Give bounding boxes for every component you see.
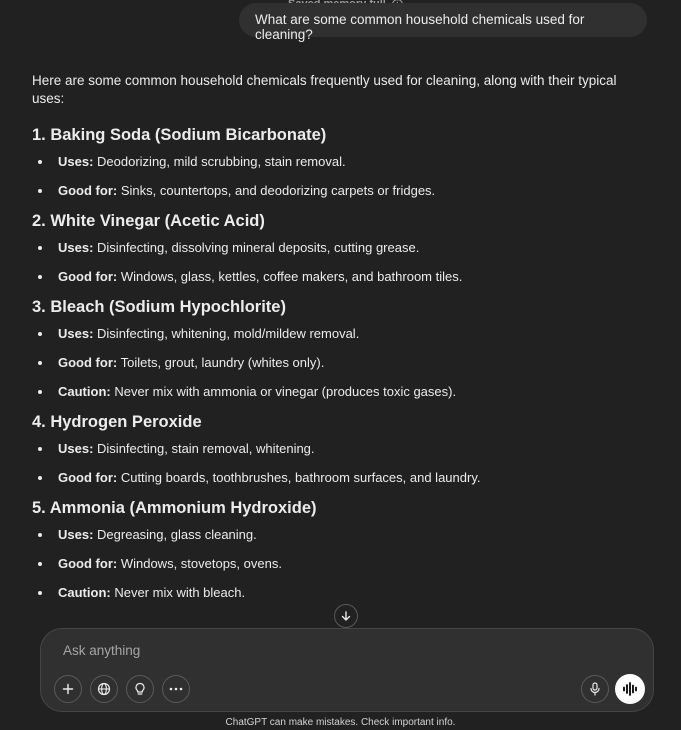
lightbulb-icon — [133, 682, 147, 696]
list-item — [32, 153, 652, 171]
item-label: Uses: — [58, 240, 94, 255]
list-item — [32, 268, 652, 286]
search-web-button[interactable] — [90, 675, 118, 703]
arrow-down-icon — [340, 610, 352, 622]
item-text: Sinks, countertops, and deodorizing carpets or fridges. — [117, 183, 436, 198]
voice-mode-icon — [622, 682, 638, 696]
section-hydrogen-peroxide — [32, 412, 652, 487]
item-text: Windows, stovetops, ovens. — [117, 556, 282, 571]
globe-icon — [97, 682, 111, 696]
section-heading: 1. Baking Soda (Sodium Bicarbonate) — [32, 126, 327, 144]
item-text: Deodorizing, mild scrubbing, stain removal. — [93, 154, 346, 169]
item-label: Uses: — [58, 326, 94, 341]
list-item — [32, 526, 652, 544]
item-text: Windows, glass, kettles, coffee makers, and bathroom tiles. — [117, 269, 463, 284]
section-ammonia — [32, 498, 652, 602]
item-label: Good for: — [58, 355, 118, 370]
prompt-input[interactable] — [61, 642, 565, 659]
scroll-to-bottom-button[interactable] — [334, 604, 358, 628]
item-label: Caution: — [58, 384, 111, 399]
item-text: Never mix with bleach. — [110, 585, 246, 600]
list-item — [32, 440, 652, 458]
item-text: Disinfecting, dissolving mineral deposits, cutting grease. — [93, 240, 420, 255]
item-text: Toilets, grout, laundry (whites only). — [117, 355, 325, 370]
reason-button[interactable] — [126, 675, 154, 703]
section-white-vinegar — [32, 211, 652, 286]
more-tools-button[interactable] — [162, 675, 190, 703]
item-text: Disinfecting, whitening, mold/mildew removal. — [93, 326, 360, 341]
item-label: Caution: — [58, 585, 111, 600]
section-heading: 4. Hydrogen Peroxide — [32, 413, 202, 431]
item-text: Never mix with ammonia or vinegar (produces toxic gases). — [110, 384, 457, 399]
list-item — [32, 383, 652, 401]
list-item — [32, 354, 652, 372]
list-item — [32, 469, 652, 487]
list-item — [32, 584, 652, 602]
item-label: Uses: — [58, 441, 94, 456]
item-text: Disinfecting, stain removal, whitening. — [93, 441, 315, 456]
item-text: Degreasing, glass cleaning. — [93, 527, 257, 542]
assistant-response — [32, 72, 652, 613]
plus-icon — [62, 683, 74, 695]
item-label: Good for: — [58, 470, 118, 485]
more-icon — [169, 687, 183, 691]
disclaimer: ChatGPT can make mistakes. Check important info. — [225, 717, 456, 728]
user-message-text: What are some common household chemicals used for cleaning? — [255, 12, 585, 42]
item-label: Uses: — [58, 527, 94, 542]
response-intro: Here are some common household chemicals frequently used for cleaning, along with their typical uses: — [32, 73, 617, 106]
section-heading: 3. Bleach (Sodium Hypochlorite) — [32, 298, 286, 316]
list-item — [32, 182, 652, 200]
list-item — [32, 239, 652, 257]
section-heading: 5. Ammonia (Ammonium Hydroxide) — [32, 499, 317, 517]
dictate-button[interactable] — [581, 675, 609, 703]
item-label: Good for: — [58, 269, 118, 284]
item-label: Good for: — [58, 183, 118, 198]
section-heading: 2. White Vinegar (Acetic Acid) — [32, 212, 265, 230]
list-item — [32, 555, 652, 573]
item-label: Uses: — [58, 154, 94, 169]
item-text: Cutting boards, toothbrushes, bathroom surfaces, and laundry. — [117, 470, 481, 485]
message-composer — [40, 628, 654, 712]
item-label: Good for: — [58, 556, 118, 571]
voice-mode-button[interactable] — [615, 674, 645, 704]
add-attachment-button[interactable] — [54, 675, 82, 703]
user-message-bubble — [239, 3, 647, 42]
section-baking-soda — [32, 125, 652, 200]
microphone-icon — [589, 682, 601, 696]
list-item — [32, 325, 652, 343]
section-bleach — [32, 297, 652, 401]
